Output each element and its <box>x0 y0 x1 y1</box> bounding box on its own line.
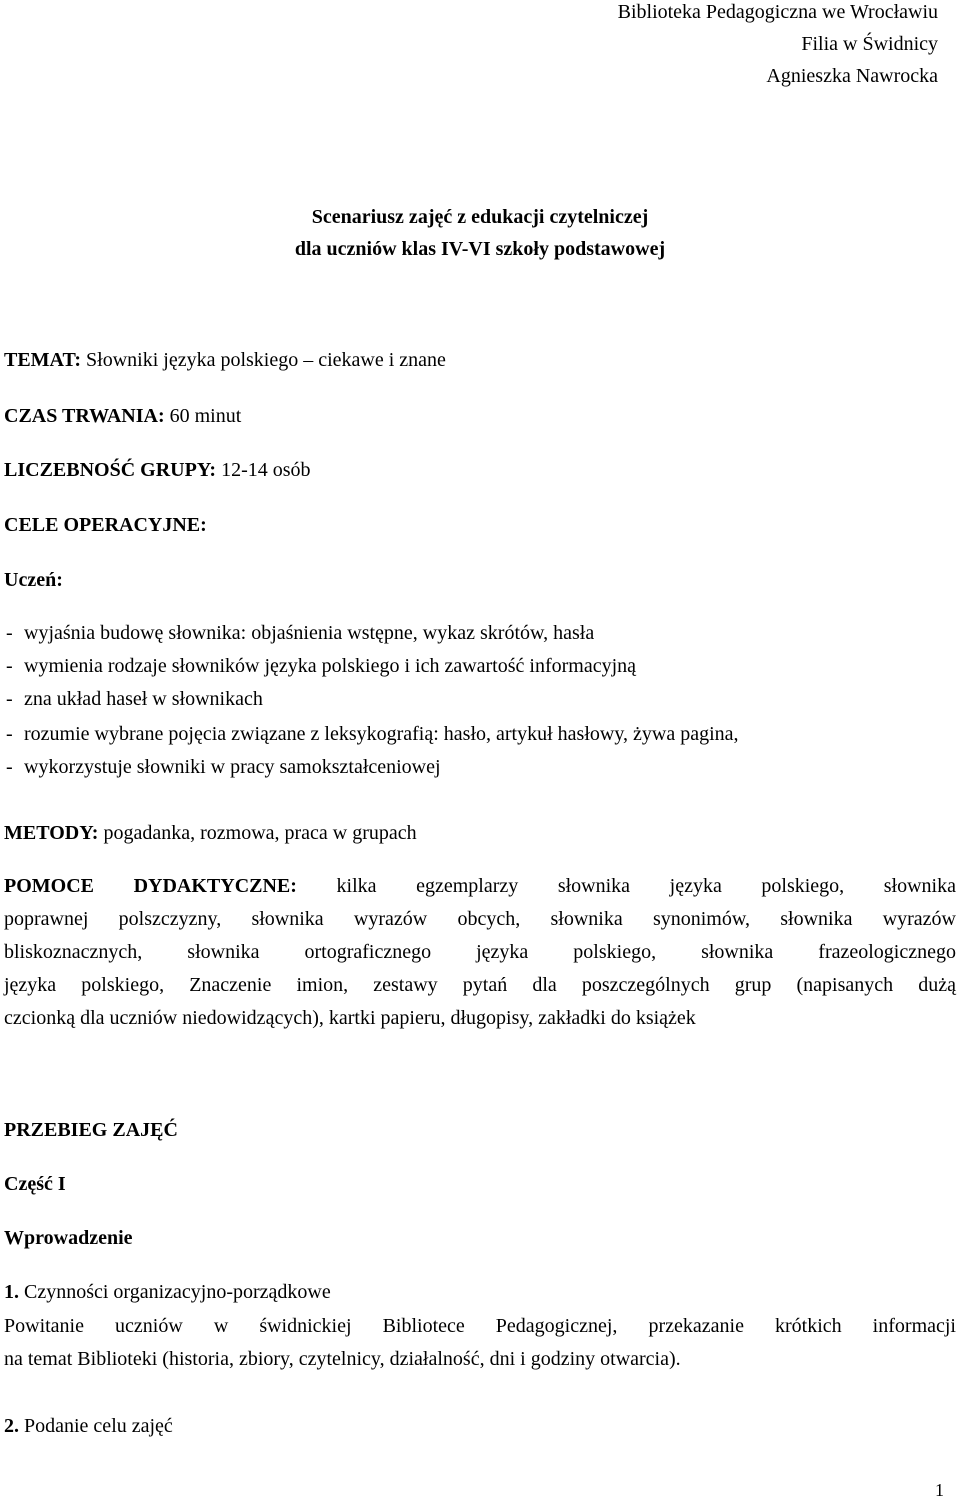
list-item: - wykorzystuje słowniki w pracy samokształceniowej <box>6 756 441 778</box>
liczebnosc-label: LICZEBNOŚĆ GRUPY: <box>4 459 217 481</box>
temat-row <box>4 346 446 374</box>
czesc-heading: Część I <box>4 1173 66 1195</box>
step-1-number: 1. <box>4 1281 19 1303</box>
metody-value: pogadanka, rozmowa, praca w grupach <box>98 822 417 844</box>
step-1-title-text: Czynności organizacyjno-porządkowe <box>19 1281 331 1303</box>
header-institution: Biblioteka Pedagogiczna we Wrocławiu <box>617 1 938 23</box>
step-1-line: Powitanie uczniów w świdnickiej Bibliotece Pedagogicznej, przekazanie krótkich informacji <box>4 1315 956 1337</box>
header-author: Agnieszka Nawrocka <box>766 65 938 87</box>
temat-label: TEMAT: <box>4 349 82 371</box>
pomoce-line: bliskoznacznych, słownika ortograficznego języka polskiego, słownika frazeologicznego <box>4 941 956 963</box>
cele-label-text: CELE OPERACYJNE: <box>4 514 207 536</box>
cele-label <box>4 511 207 539</box>
page-number: 1 <box>935 1480 944 1500</box>
goal-text: wymienia rodzaje słowników języka polskiego i ich zawartość informacyjną <box>24 655 637 677</box>
pomoce-line: kilka egzemplarzy słownika języka polskiego, słownika <box>296 875 956 897</box>
pomoce-label: POMOCE DYDAKTYCZNE: <box>4 875 297 897</box>
goal-text: wykorzystuje słowniki w pracy samokształceniowej <box>24 756 441 778</box>
przebieg-heading: PRZEBIEG ZAJĘĆ <box>4 1119 178 1141</box>
header-branch: Filia w Świdnicy <box>801 33 938 55</box>
metody-row <box>4 819 417 847</box>
list-item: - wymienia rodzaje słowników języka polskiego i ich zawartość informacyjną <box>6 655 637 677</box>
list-item: - zna układ haseł w słownikach <box>6 688 263 710</box>
goal-text: wyjaśnia budowę słownika: objaśnienia wstępne, wykaz skrótów, hasła <box>24 622 595 644</box>
document-subtitle: dla uczniów klas IV-VI szkoły podstawowej <box>294 238 666 260</box>
pomoce-line: języka polskiego, Znaczenie imion, zestawy pytań dla poszczególnych grup (napisanych dużą <box>4 974 956 996</box>
metody-label: METODY: <box>4 822 99 844</box>
document-title: Scenariusz zajęć z edukacji czytelniczej <box>311 206 649 228</box>
liczebnosc-value: 12-14 osób <box>216 459 311 481</box>
uczen-label <box>4 566 63 594</box>
step-2-title <box>4 1412 173 1440</box>
wprowadzenie-heading: Wprowadzenie <box>4 1227 133 1249</box>
pomoce-paragraph <box>4 870 956 1035</box>
liczebnosc-row <box>4 456 311 484</box>
list-item: - wyjaśnia budowę słownika: objaśnienia wstępne, wykaz skrótów, hasła <box>6 622 595 644</box>
pomoce-line: poprawnej polszczyzny, słownika wyrazów obcych, słownika synonimów, słownika wyrazów <box>4 908 956 930</box>
step-1-paragraph <box>4 1310 956 1376</box>
step-2-title-text: Podanie celu zajęć <box>19 1415 173 1437</box>
czas-value: 60 minut <box>164 405 242 427</box>
step-1-line: na temat Biblioteki (historia, zbiory, czytelnicy, działalność, dni i godziny otwarcia). <box>4 1348 681 1370</box>
step-1-title <box>4 1278 331 1306</box>
czas-label: CZAS TRWANIA: <box>4 405 165 427</box>
goal-text: rozumie wybrane pojęcia związane z leksykografią: hasło, artykuł hasłowy, żywa pagina, <box>24 723 739 745</box>
step-2-number: 2. <box>4 1415 19 1437</box>
czas-row <box>4 402 241 430</box>
pomoce-line: czcionką dla uczniów niedowidzących), kartki papieru, długopisy, zakładki do książek <box>4 1007 696 1029</box>
uczen-label-text: Uczeń: <box>4 569 63 591</box>
list-item: - rozumie wybrane pojęcia związane z leksykografią: hasło, artykuł hasłowy, żywa pagina, <box>6 723 739 745</box>
goal-text: zna układ haseł w słownikach <box>24 688 263 710</box>
temat-value: Słowniki języka polskiego – ciekawe i znane <box>81 349 446 371</box>
